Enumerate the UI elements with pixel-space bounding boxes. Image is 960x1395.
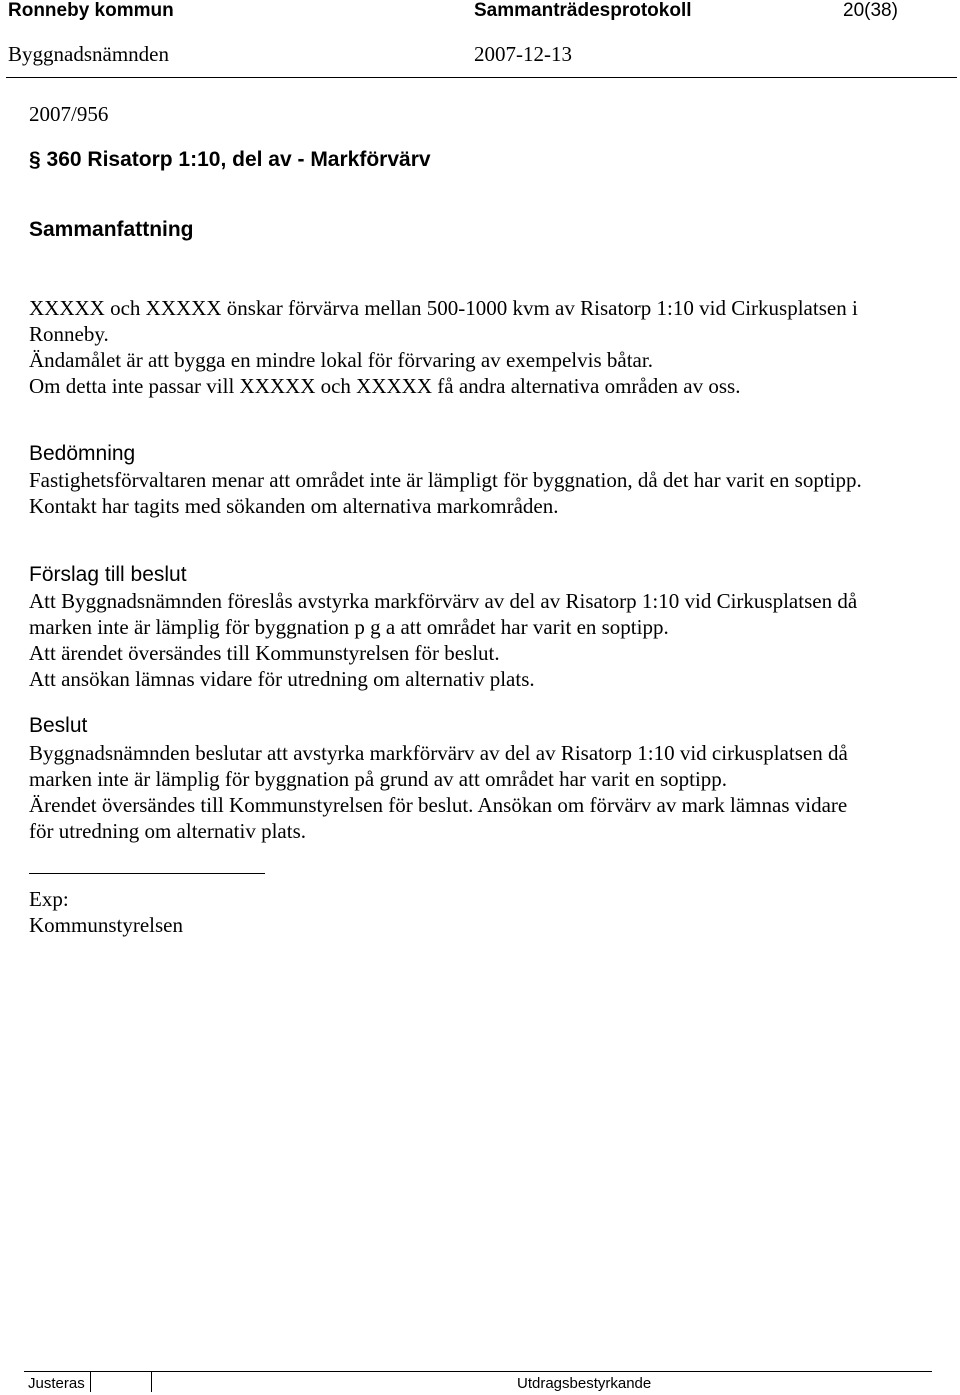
paragraph-line: Ärendet översändes till Kommunstyrelsen för beslut. Ansökan om förvärv av mark lämnas vidare bbox=[29, 793, 848, 817]
document-type: Sammanträdesprotokoll bbox=[474, 0, 692, 21]
footer-justeras: Justeras bbox=[28, 1375, 85, 1392]
expedition-recipient: Kommunstyrelsen bbox=[29, 913, 183, 937]
page-number: 20(38) bbox=[843, 0, 898, 21]
paragraph-line: XXXXX och XXXXX önskar förvärva mellan 500-1000 kvm av Risatorp 1:10 vid Cirkusplatsen i bbox=[29, 296, 858, 320]
heading-sammanfattning: Sammanfattning bbox=[29, 218, 194, 241]
expedition-block bbox=[29, 886, 183, 938]
paragraph-line: Kontakt har tagits med sökanden om alternativa markområden. bbox=[29, 494, 559, 518]
board-name: Byggnadsnämnden bbox=[8, 42, 169, 66]
paragraph-line: Ändamålet är att bygga en mindre lokal för förvaring av exempelvis båtar. bbox=[29, 348, 653, 372]
heading-forslag: Förslag till beslut bbox=[29, 563, 187, 586]
municipality-name: Ronneby kommun bbox=[8, 0, 174, 21]
item-title bbox=[29, 148, 431, 172]
footer-divider bbox=[24, 1371, 932, 1372]
signature-line bbox=[29, 873, 265, 874]
expedition-label: Exp: bbox=[29, 887, 69, 911]
paragraph-line: marken inte är lämplig för byggnation p g a att området har varit en soptipp. bbox=[29, 615, 669, 639]
beslut-body bbox=[29, 740, 848, 844]
heading-beslut: Beslut bbox=[29, 714, 88, 737]
section-mark: § bbox=[29, 148, 41, 171]
item-title-text: 360 Risatorp 1:10, del av - Markförvärv bbox=[46, 148, 431, 171]
justeras-signature-box bbox=[90, 1371, 152, 1392]
paragraph-line: marken inte är lämplig för byggnation på grund av att området har varit en soptipp. bbox=[29, 767, 728, 791]
header-divider bbox=[6, 77, 957, 78]
paragraph-line: Byggnadsnämnden beslutar att avstyrka markförvärv av del av Risatorp 1:10 vid cirkusplatsen då bbox=[29, 741, 848, 765]
bedomning-body bbox=[29, 467, 862, 519]
paragraph-line: för utredning om alternativ plats. bbox=[29, 819, 307, 843]
meeting-date: 2007-12-13 bbox=[474, 42, 572, 66]
heading-bedomning: Bedömning bbox=[29, 442, 136, 465]
paragraph-line: Ronneby. bbox=[29, 322, 109, 346]
paragraph-line: Att ansökan lämnas vidare för utredning om alternativ plats. bbox=[29, 667, 535, 691]
paragraph-line: Att Byggnadsnämnden föreslås avstyrka markförvärv av del av Risatorp 1:10 vid Cirkusplatsen då bbox=[29, 589, 858, 613]
forslag-body bbox=[29, 588, 857, 692]
footer-utdragsbestyrkande: Utdragsbestyrkande bbox=[517, 1375, 652, 1392]
paragraph-line: Om detta inte passar vill XXXXX och XXXXX få andra alternativa områden av oss. bbox=[29, 374, 741, 398]
paragraph-line: Att ärendet översändes till Kommunstyrelsen för beslut. bbox=[29, 641, 500, 665]
paragraph-line: Fastighetsförvaltaren menar att området inte är lämpligt för byggnation, då det har varit en soptipp. bbox=[29, 468, 862, 492]
case-number: 2007/956 bbox=[29, 102, 109, 126]
sammanfattning-body bbox=[29, 295, 858, 399]
